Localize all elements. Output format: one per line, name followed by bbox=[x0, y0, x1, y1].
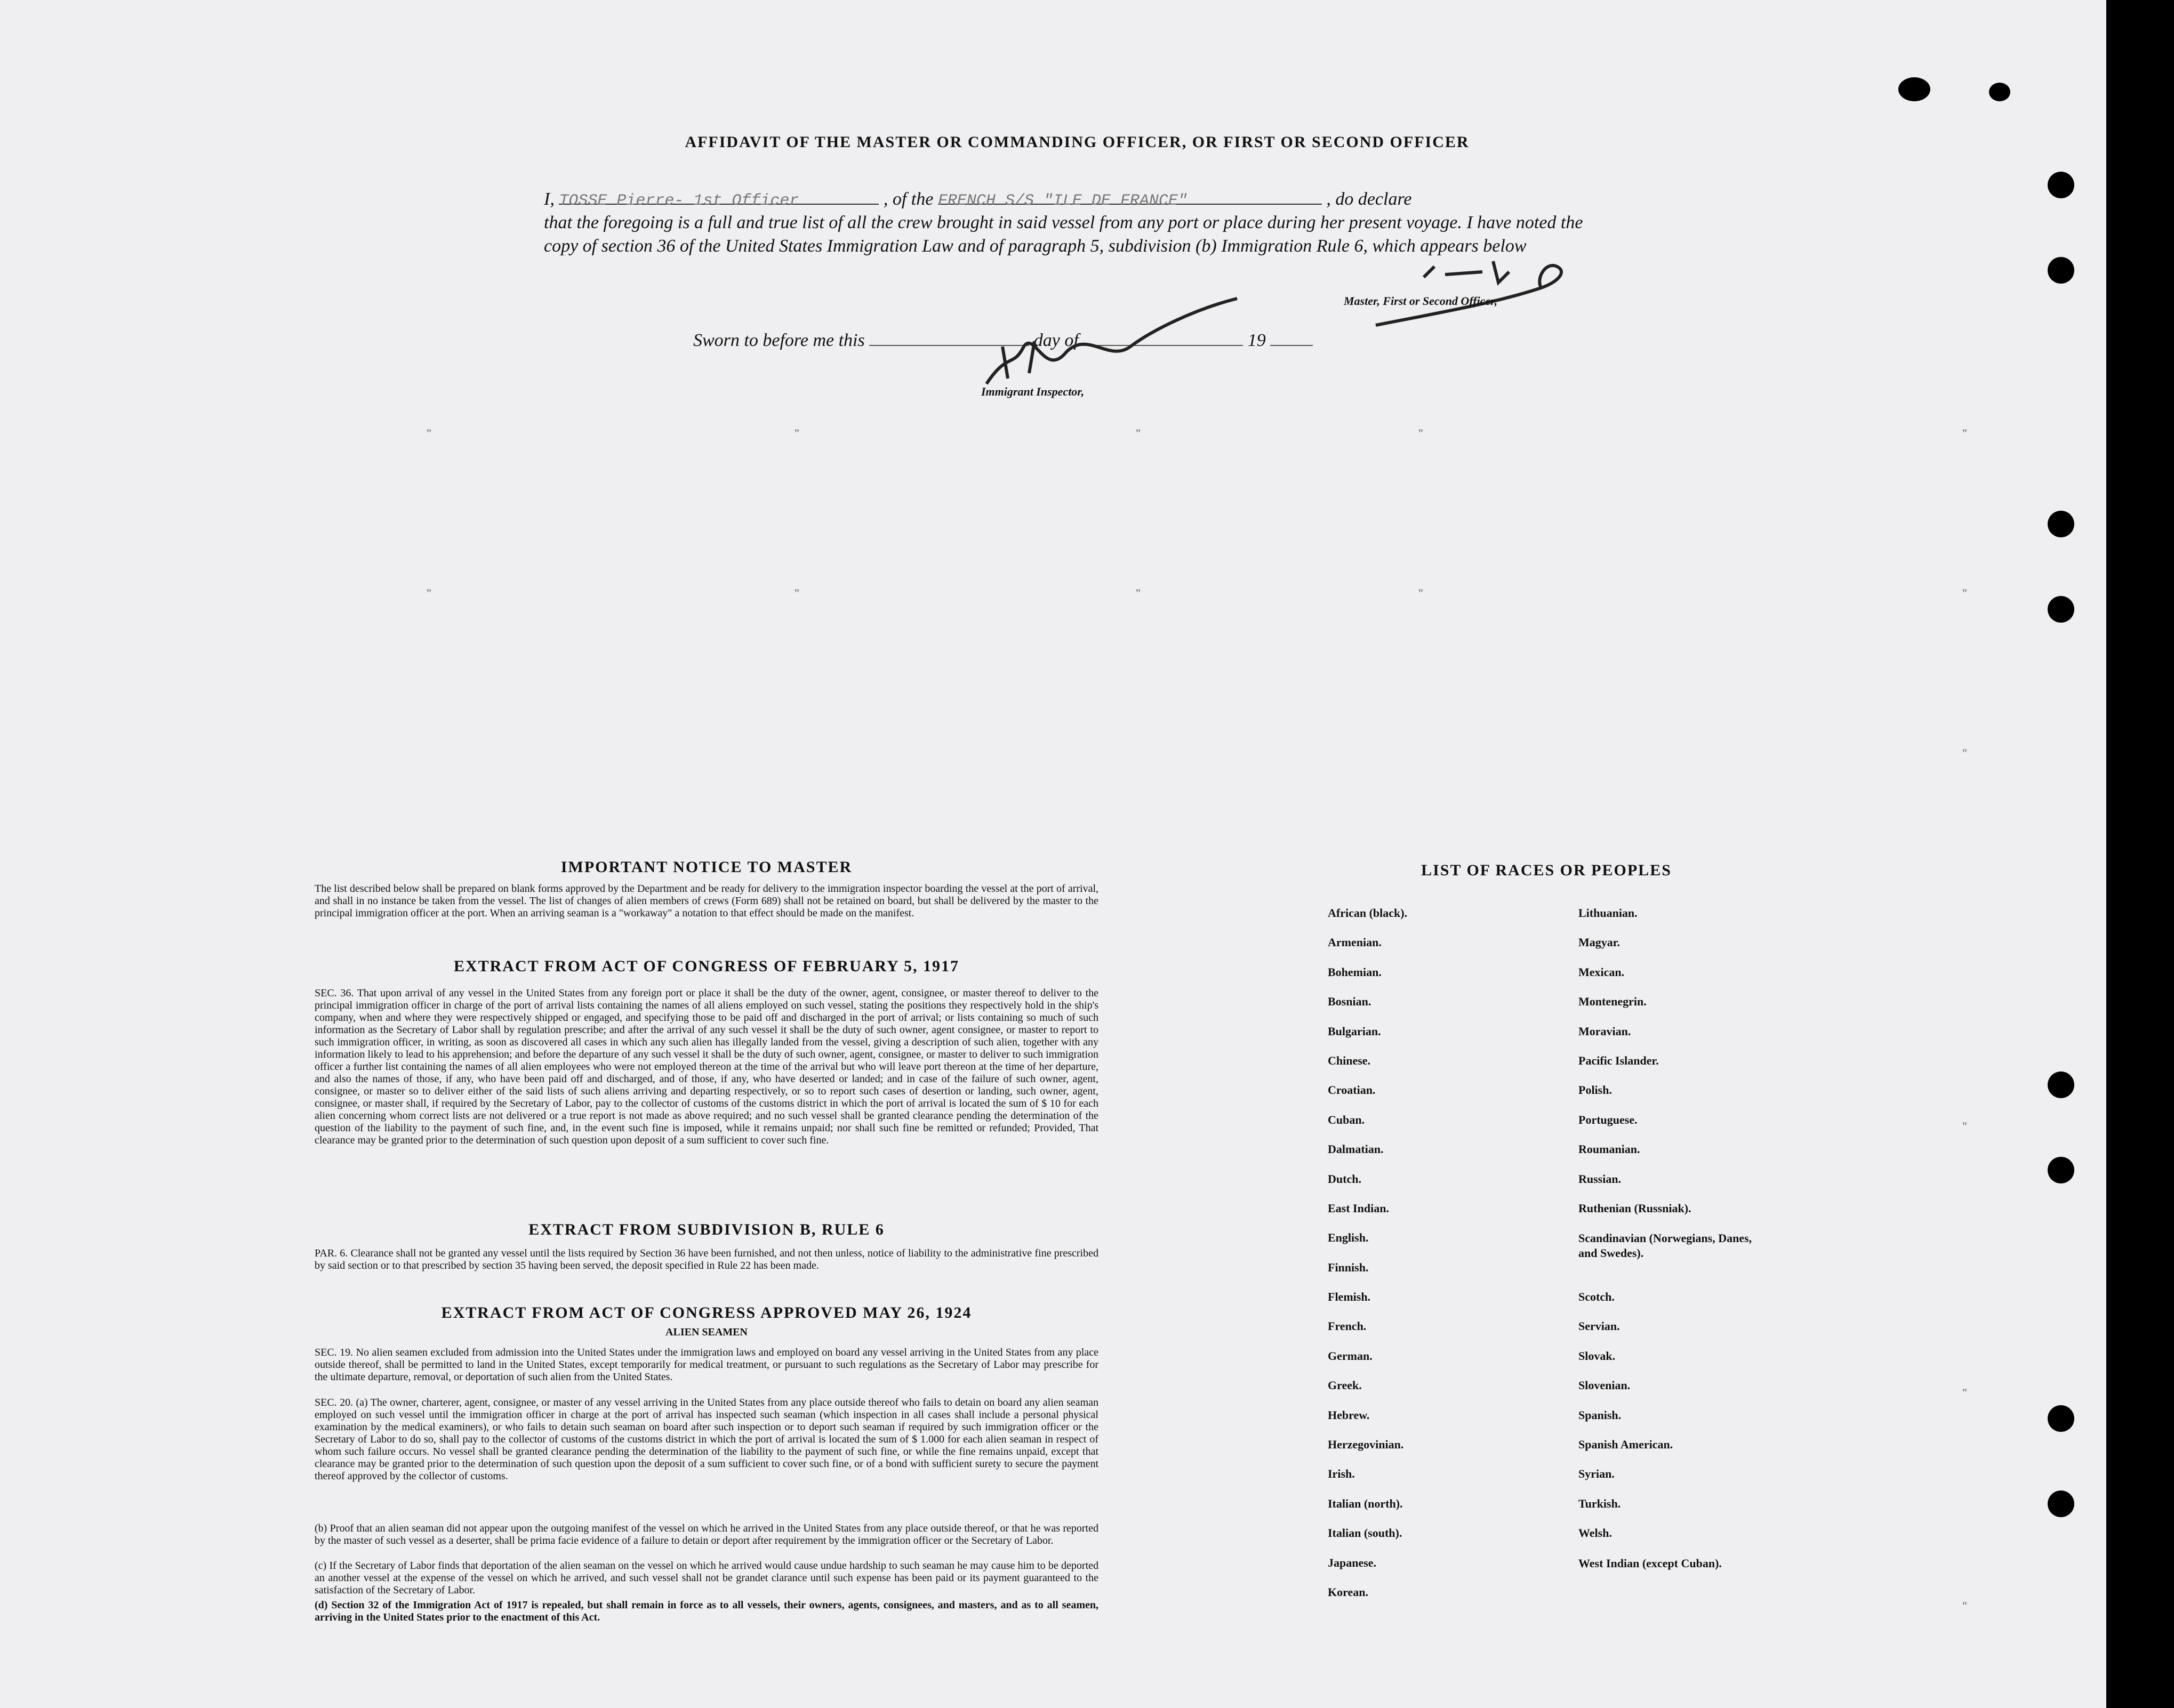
day-of-label: day of bbox=[1033, 331, 1079, 350]
ditto-mark: " bbox=[1962, 1386, 1967, 1399]
race-item: Slovak. bbox=[1578, 1349, 1616, 1363]
ditto-mark: " bbox=[1418, 426, 1423, 440]
race-item: Scandinavian (Norwegians, Danes, and Swedes). bbox=[1578, 1231, 1752, 1260]
race-item: Bosnian. bbox=[1328, 995, 1371, 1009]
race-item: Servian. bbox=[1578, 1319, 1620, 1333]
race-item: African (black). bbox=[1328, 906, 1408, 920]
race-item: Polish. bbox=[1578, 1083, 1612, 1097]
race-item: Greek. bbox=[1328, 1379, 1362, 1392]
officer-name: TOSSE Pierre- 1st Officer bbox=[559, 192, 799, 210]
race-item: Korean. bbox=[1328, 1585, 1368, 1599]
do-declare-label: , do declare bbox=[1326, 189, 1412, 209]
sec-19-text: SEC. 19. No alien seamen excluded from admission into the United States under the immigration laws and employed on board any vessel arriving in the United States from any place outside thereof, shall be permitted to land in the United States, except temporarily for medical treatment, or pursuant to such regulations as the Secretary of Labor may prescribe for the ultimate departure, removal, or deportation of such alien from the United States. bbox=[315, 1347, 1098, 1383]
scan-border bbox=[2106, 0, 2174, 1708]
ditto-mark: " bbox=[1962, 426, 1967, 440]
race-item: Moravian. bbox=[1578, 1024, 1631, 1038]
punch-hole bbox=[2048, 172, 2074, 198]
race-item: Roumanian. bbox=[1578, 1142, 1640, 1156]
ink-blot bbox=[1989, 83, 2010, 101]
sec-20d-text: (d) Section 32 of the Immigration Act of 1917 is repealed, but shall remain in force as to all vessels, their owners, agents, consignees, and masters, and as to all seamen, arriving in the United States prior to the enactment of this Act. bbox=[315, 1599, 1098, 1623]
race-item: Italian (north). bbox=[1328, 1496, 1403, 1510]
vessel-name: FRENCH S/S "ILE DE FRANCE" bbox=[937, 192, 1188, 210]
race-item: Bohemian. bbox=[1328, 965, 1382, 979]
ditto-mark: " bbox=[427, 586, 431, 600]
alien-seamen-subtitle: ALIEN SEAMEN bbox=[665, 1326, 748, 1338]
sec-20c-text: (c) If the Secretary of Labor finds that deportation of the alien seaman on the vessel on which he arrived would cause undue hardship to such seaman he may cause him to be deported an another vessel at the expense of the vessel on which he arrived, and such vessel shall not be grandet clarance until such expense has been paid or its payment guaranteed to the satisfaction of the Secretary of Labor. bbox=[315, 1560, 1098, 1596]
declaration-body: that the foregoing is a full and true list of all the crew brought in said vessel from any port or place during her present voyage. I have noted the copy of section 36 of the United States Immigration Law and of paragraph 5, subdivision (b) Immigration Rule 6, which appears below bbox=[544, 213, 1583, 256]
notice-text: The list described below shall be prepared on blank forms approved by the Department and be ready for delivery to the immigration inspector boarding the vessel at the port of arrival, and shall in no instance be taken from the vessel. The list of changes of alien members of crews (Form 689) shall not be retained on board, but shall be delivered by the master to the principal immigration officer at the port. When an arriving seaman is a "workaway" a notation to that effect should be made on the manifest. bbox=[315, 883, 1098, 919]
extract-1917-text: SEC. 36. That upon arrival of any vessel in the United States from any foreign port or place it shall be the duty of the owner, agent, consignee, or master thereof to deliver to the principal immigration officer in charge of the port of arrival lists containing the names of all aliens employed on such vessel, stating the positions they respectively hold in the ship's company, when and where they were respectively shipped or engaged, and specifying those to be paid off and discharged in the port of arrival; or lists containing so much of such information as the Secretary of Labor shall by regulation prescribe; and after the arrival of any such vessel it shall be the duty of such owner, agent consignee, or master to report to such immigration officer, in writing, as soon as discovered all cases in which any such alien has illegally landed from the vessel, giving a description of such alien, together with any information likely to lead to his apprehension; and before the departure of any such vessel it shall be the duty of such owner, agent, consignee, or master to deliver to such immigration officer a further list containing the names of all alien employees who were not employed thereon at the time of the arrival but who will leave port thereon at the time of her departure, and also the names of those, if any, who have been paid off and discharged, and of those, if any, who have deserted or landed; and in case of the failure of such owner, agent, consignee, or master so to deliver either of the said lists of such aliens arriving and departing respectively, or so to report such cases of desertion or landing, such owner, agent, consignee, or master shall, if required by the Secretary of Labor, pay to the collector of customs of the customs district in which the port of arrival is located the sum of $ 10 for each alien concerning whom correct lists are not delivered or a true report is not made as above required; and no such vessel shall be granted clearance pending the determination of the question of the liability to the payment of such fine, and, in the event such fine is imposed, while it remains unpaid; nor shall such fine be remitted or refunded; Provided, That clearance may be granted prior to the determination of such question upon deposit of a sum sufficient to cover such fine. bbox=[315, 987, 1098, 1146]
punch-hole bbox=[2048, 257, 2074, 284]
ditto-mark: " bbox=[1962, 1119, 1967, 1133]
race-item: Chinese. bbox=[1328, 1053, 1371, 1067]
signature-caption: Master, First or Second Officer, bbox=[1344, 294, 1498, 308]
race-item: Irish. bbox=[1328, 1467, 1355, 1481]
race-item: Herzegovinian. bbox=[1328, 1438, 1404, 1452]
ink-blot bbox=[1898, 77, 1930, 101]
inspector-caption: Immigrant Inspector, bbox=[981, 385, 1085, 398]
race-item: Slovenian. bbox=[1578, 1379, 1631, 1392]
race-item: Turkish. bbox=[1578, 1496, 1621, 1510]
race-item: Pacific Islander. bbox=[1578, 1053, 1659, 1067]
ditto-mark: " bbox=[1136, 426, 1141, 440]
race-item: Cuban. bbox=[1328, 1113, 1365, 1126]
race-item: Scotch. bbox=[1578, 1290, 1615, 1304]
race-item: West Indian (except Cuban). bbox=[1578, 1556, 1722, 1570]
race-item: Croatian. bbox=[1328, 1083, 1376, 1097]
race-item: Mexican. bbox=[1578, 965, 1625, 979]
affidavit-declaration bbox=[544, 188, 1610, 258]
race-item: Bulgarian. bbox=[1328, 1024, 1381, 1038]
punch-hole bbox=[2048, 1405, 2074, 1432]
affidavit-title: AFFIDAVIT OF THE MASTER OR COMMANDING OFFICER, OR FIRST OR SECOND OFFICER bbox=[685, 133, 1470, 151]
race-item: Finnish. bbox=[1328, 1260, 1369, 1274]
race-item: Hebrew. bbox=[1328, 1408, 1370, 1422]
race-item: Japanese. bbox=[1328, 1556, 1377, 1569]
rule-6-title: EXTRACT FROM SUBDIVISION B, RULE 6 bbox=[528, 1221, 885, 1238]
rule-6-text: PAR. 6. Clearance shall not be granted any vessel until the lists required by Section 36 have been furnished, and not then unless, notice of liability to the administrative fine prescribed by said section or to that prescribed by section 35 having been served, the deposit specified in Rule 22 has been made. bbox=[315, 1247, 1098, 1271]
race-item: Montenegrin. bbox=[1578, 995, 1647, 1009]
race-item: Welsh. bbox=[1578, 1526, 1612, 1540]
year-prefix: 19 bbox=[1247, 331, 1266, 350]
sec-20a-text: SEC. 20. (a) The owner, charterer, agent, consignee, or master of any vessel arriving in the United States from any place outside thereof who fails to detain on board any alien seaman employed on such vessel until the immigration officer in charge at the port of arrival has inspected such seaman (which inspection in all cases shall include a personal physical examination by the medical examiners), or who fails to detain such seaman on board after such inspection or to deport such seaman if required by such immigration officer or the Secretary of Labor to do so, shall pay to the collector of customs of the customs district in which the port of arrival is located the sum of $ 1.000 for each alien seaman in respect of whom such failure occurs. No vessel shall be granted clearance pending the determination of the liability to the payment of such fine, or while the fine remains unpaid, except that clearance may be granted prior to the determination of such question upon the deposit of a sum sufficient to cover such fine, or of a bond with sufficient surety to secure the payment thereof approved by the collector of customs. bbox=[315, 1397, 1098, 1482]
race-item: Armenian. bbox=[1328, 936, 1382, 949]
ditto-mark: " bbox=[1962, 746, 1967, 760]
ditto-mark: " bbox=[1962, 586, 1967, 600]
race-item: Spanish American. bbox=[1578, 1438, 1673, 1452]
sworn-label: Sworn to before me this bbox=[693, 331, 865, 350]
race-item: French. bbox=[1328, 1319, 1367, 1333]
race-item: East Indian. bbox=[1328, 1201, 1389, 1215]
race-item: Lithuanian. bbox=[1578, 906, 1638, 920]
races-left-column bbox=[1328, 906, 1552, 1615]
sec-20b-text: (b) Proof that an alien seaman did not appear upon the outgoing manifest of the vessel on which he arrived in the United States from any place outside thereof, or that he was reported by the master of such vessel as a deserter, shall be prima facie evidence of a failure to detain or deport after requirement by the immigration officer or the Secretary of Labor. bbox=[315, 1522, 1098, 1546]
ditto-mark: " bbox=[1136, 586, 1141, 600]
of-the-label: , of the bbox=[883, 189, 934, 209]
extract-1924-title: EXTRACT FROM ACT OF CONGRESS APPROVED MAY 26, 1924 bbox=[441, 1304, 972, 1322]
race-item: Italian (south). bbox=[1328, 1526, 1402, 1540]
notice-title: IMPORTANT NOTICE TO MASTER bbox=[560, 858, 853, 876]
race-item: Flemish. bbox=[1328, 1290, 1371, 1304]
ditto-mark: " bbox=[427, 426, 431, 440]
punch-hole bbox=[2048, 511, 2074, 537]
extract-1917-title: EXTRACT FROM ACT OF CONGRESS OF FEBRUARY 5, 1917 bbox=[453, 957, 960, 975]
race-item: Spanish. bbox=[1578, 1408, 1622, 1422]
race-item: German. bbox=[1328, 1349, 1373, 1363]
punch-hole bbox=[2048, 596, 2074, 623]
ditto-mark: " bbox=[795, 426, 799, 440]
races-right-column bbox=[1578, 906, 1770, 1588]
races-title: LIST OF RACES OR PEOPLES bbox=[1421, 861, 1672, 879]
officer-signature bbox=[1365, 251, 1578, 336]
ditto-mark: " bbox=[1418, 586, 1423, 600]
race-item: English. bbox=[1328, 1231, 1369, 1245]
punch-hole bbox=[2048, 1157, 2074, 1183]
punch-hole bbox=[2048, 1071, 2074, 1098]
punch-hole bbox=[2048, 1491, 2074, 1517]
race-item: Portuguese. bbox=[1578, 1113, 1638, 1126]
race-item: Syrian. bbox=[1578, 1467, 1615, 1481]
race-item: Dutch. bbox=[1328, 1172, 1361, 1186]
officer-name-field[interactable] bbox=[559, 188, 879, 210]
ditto-mark: " bbox=[1962, 1599, 1967, 1613]
vessel-name-field[interactable] bbox=[937, 188, 1322, 210]
ditto-mark: " bbox=[795, 586, 799, 600]
year-field[interactable] bbox=[1270, 345, 1313, 346]
race-item: Russian. bbox=[1578, 1172, 1622, 1186]
race-item: Magyar. bbox=[1578, 936, 1621, 949]
race-item: Dalmatian. bbox=[1328, 1142, 1384, 1156]
declaration-prefix: I, bbox=[544, 189, 555, 209]
inspector-signature bbox=[970, 288, 1248, 394]
race-item: Ruthenian (Russniak). bbox=[1578, 1201, 1691, 1215]
